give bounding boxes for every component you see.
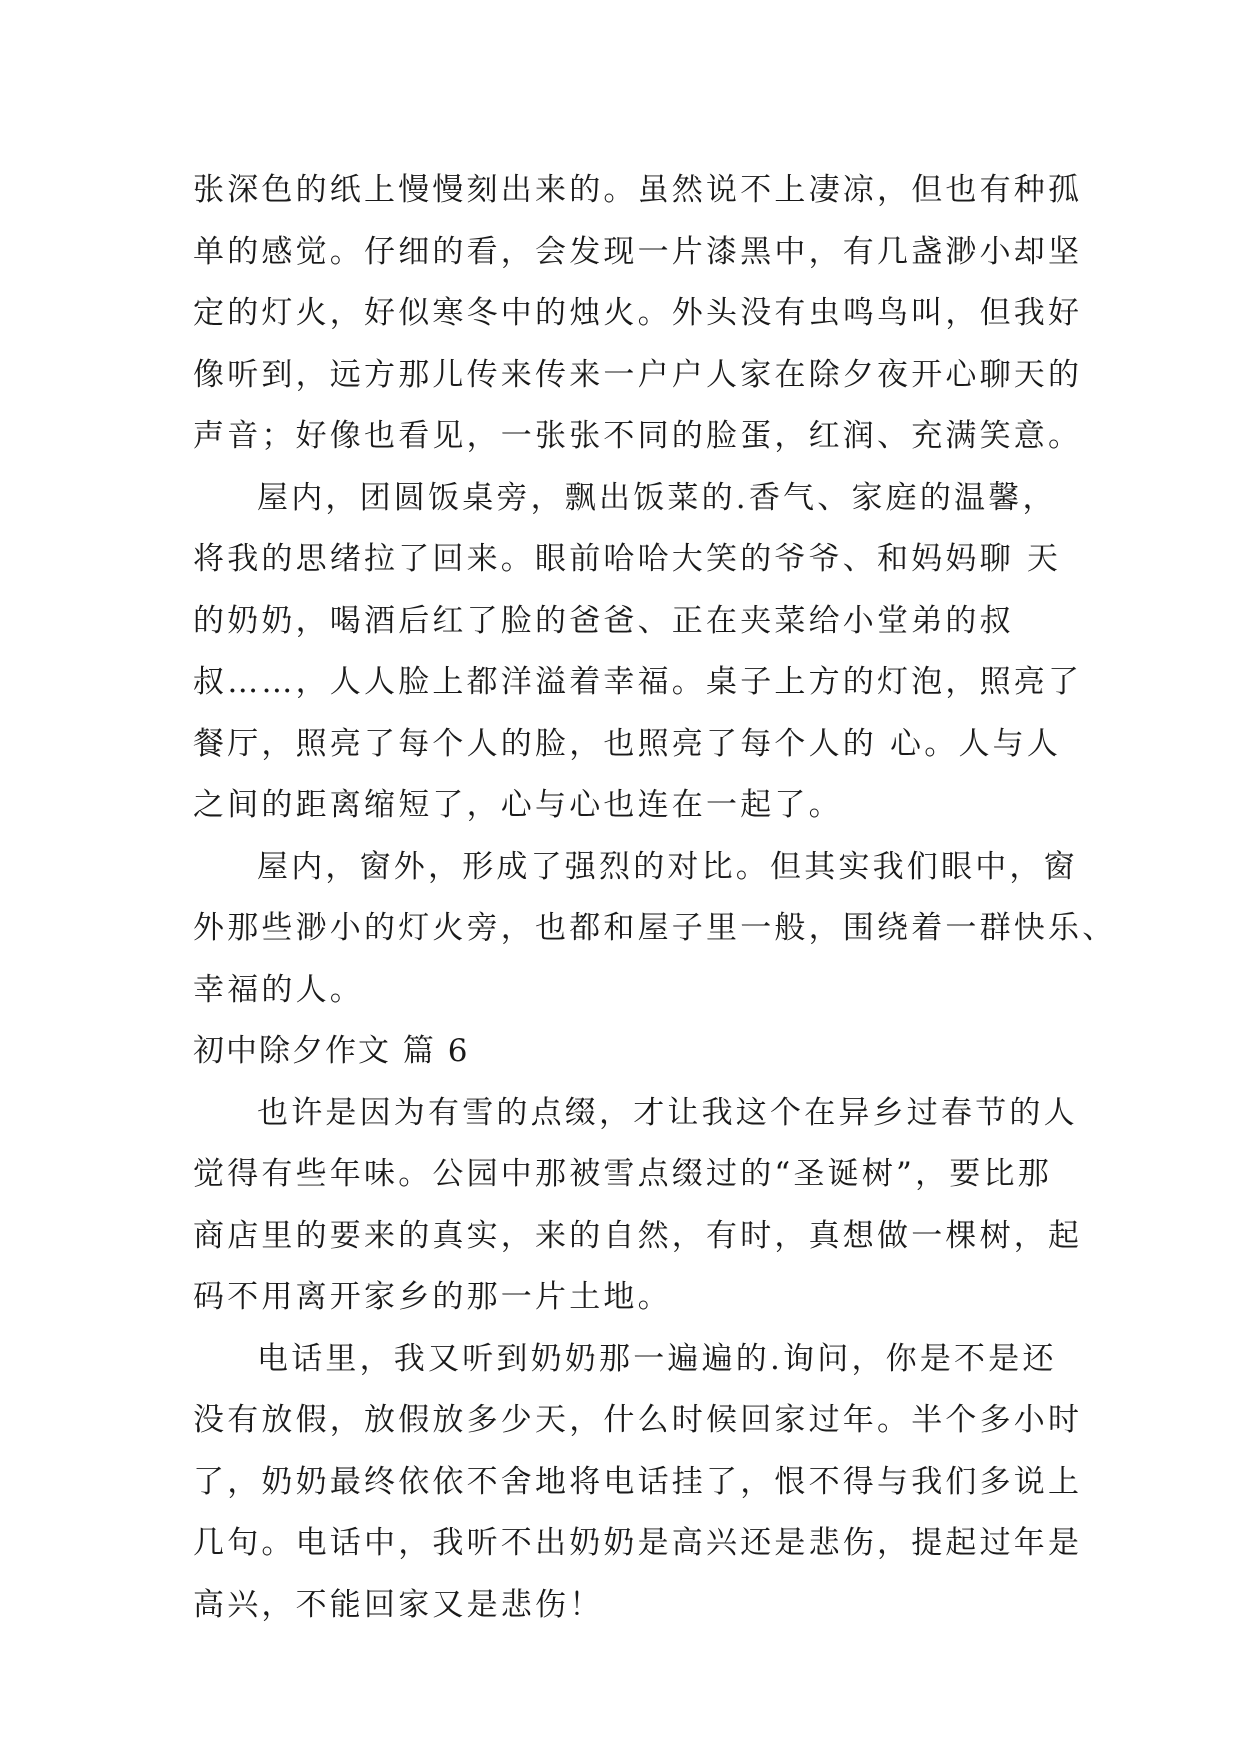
- paragraph-first-line: 屋内，窗外，形成了强烈的对比。但其实我们眼中，窗: [257, 848, 1078, 885]
- text-line: 几句。电话中，我听不出奶奶是高兴还是悲伤，提起过年是: [193, 1525, 1083, 1561]
- text-line: 高兴，不能回家又是悲伤！: [193, 1586, 604, 1623]
- text-line: 没有放假，放假放多少天，什么时候回家过年。半个多小时: [193, 1402, 1083, 1438]
- paragraph-first-line: 电话里，我又听到奶奶那一遍遍的.询问，你是不是还: [257, 1340, 1057, 1377]
- text-line: 了，奶奶最终依依不舍地将电话挂了，恨不得与我们多说上: [193, 1463, 1083, 1500]
- text-line: 定的灯火，好似寒冬中的烛火。外头没有虫鸣鸟叫，但我好: [193, 295, 1083, 331]
- paragraph-first-line: 也许是因为有雪的点缀，才让我这个在异乡过春节的人: [257, 1094, 1078, 1131]
- text-line: 之间的距离缩短了，心与心也连在一起了。: [193, 787, 843, 823]
- text-line: 幸福的人。: [193, 971, 364, 1008]
- text-line: 码不用离开家乡的那一片土地。: [193, 1279, 672, 1315]
- text-line: 将我的思绪拉了回来。眼前哈哈大笑的爷爷、和妈妈聊 天: [193, 541, 1062, 577]
- text-line: 叔……，人人脸上都洋溢着幸福。桌子上方的灯泡，照亮了: [193, 664, 1083, 700]
- section-heading: 初中除夕作文 篇 6: [193, 1033, 470, 1069]
- text-line: 张深色的纸上慢慢刻出来的。虽然说不上凄凉，但也有种孤: [193, 172, 1083, 208]
- text-line: 单的感觉。仔细的看，会发现一片漆黑中，有几盏渺小却坚: [193, 233, 1083, 270]
- text-line: 像听到，远方那儿传来传来一户户人家在除夕夜开心聊天的: [193, 356, 1083, 393]
- paragraph-first-line: 屋内，团圆饭桌旁，飘出饭菜的.香气、家庭的温馨，: [257, 479, 1057, 516]
- text-line: 觉得有些年味。公园中那被雪点缀过的“圣诞树”，要比那: [193, 1156, 1052, 1192]
- text-line: 外那些渺小的灯火旁，也都和屋子里一般，围绕着一群快乐、: [193, 910, 1117, 946]
- text-line: 餐厅，照亮了每个人的脸，也照亮了每个人的 心。人与人: [193, 725, 1062, 762]
- text-line: 商店里的要来的真实，来的自然，有时，真想做一棵树，起: [193, 1217, 1083, 1254]
- text-line: 的奶奶，喝酒后红了脸的爸爸、正在夹菜给小堂弟的叔: [193, 602, 1014, 639]
- text-line: 声音；好像也看见，一张张不同的脸蛋，红润、充满笑意。: [193, 418, 1083, 454]
- essay-body: [193, 160, 1117, 1636]
